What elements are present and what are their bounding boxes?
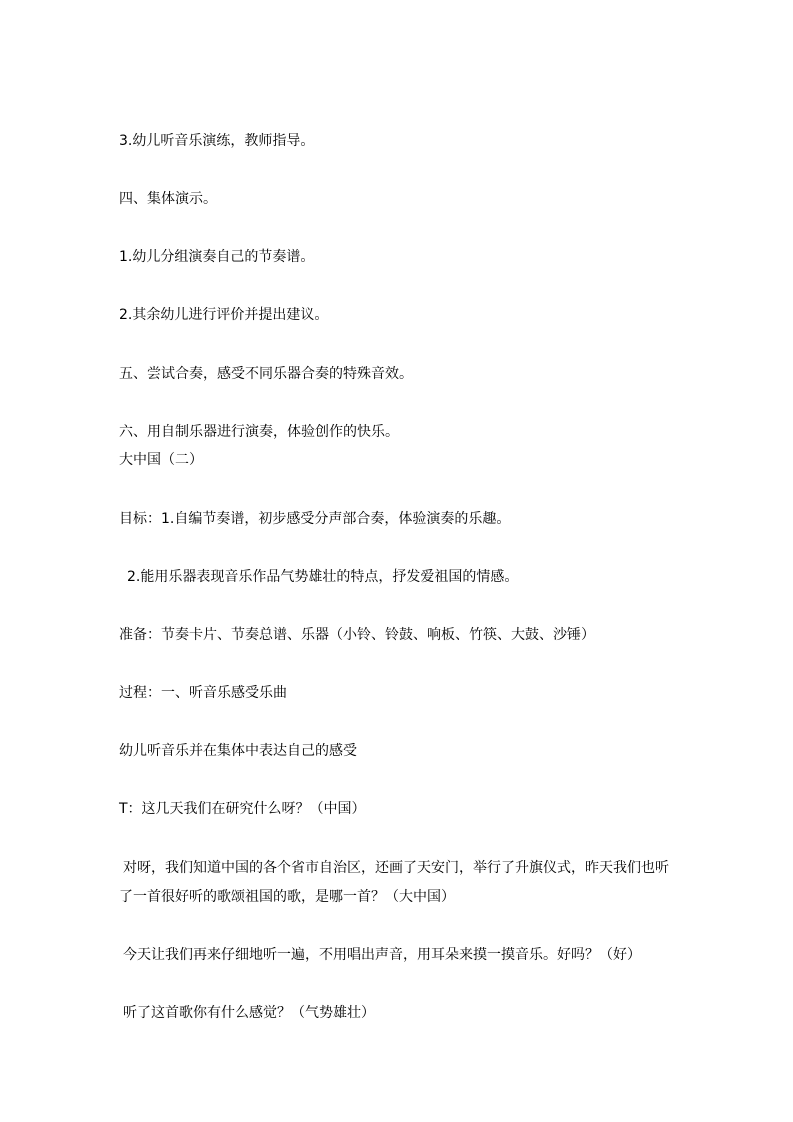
text-line-children-listen: 幼儿听音乐并在集体中表达自己的感受 (119, 743, 357, 759)
text-line-goal-2: 2.能用乐器表现音乐作品气势雄壮的特点，抒发爱祖国的情感。 (127, 569, 519, 585)
text-line-section-5: 五、尝试合奏，感受不同乐器合奏的特殊音效。 (119, 366, 413, 382)
text-line-preparation: 准备：节奏卡片、节奏总谱、乐器（小铃、铃鼓、响板、竹筷、大鼓、沙锤） (119, 627, 595, 643)
text-line-goal-1: 目标：1.自编节奏谱，初步感受分声部合奏，体验演奏的乐趣。 (119, 511, 511, 527)
text-line-title: 大中国（二） (119, 452, 203, 468)
text-line-item-1: 1.幼儿分组演奏自己的节奏谱。 (119, 249, 315, 265)
text-line-dialogue-1b: 了一首很好听的歌颂祖国的歌，是哪一首？（大中国） (119, 889, 455, 905)
text-line-step-3: 3.幼儿听音乐演练，教师指导。 (119, 133, 315, 149)
text-line-process: 过程：一、听音乐感受乐曲 (119, 685, 287, 701)
text-line-section-4: 四、集体演示。 (119, 191, 217, 207)
text-line-teacher-question: T：这几天我们在研究什么呀？（中国） (119, 801, 366, 817)
text-line-item-2: 2.其余幼儿进行评价并提出建议。 (119, 307, 329, 323)
text-line-dialogue-2: 今天让我们再来仔细地听一遍，不用唱出声音，用耳朵来摸一摸音乐。好吗？（好） (123, 947, 641, 963)
text-line-section-6: 六、用自制乐器进行演奏，体验创作的快乐。 (119, 424, 399, 440)
text-line-dialogue-1a: 对呀，我们知道中国的各个省市自治区，还画了天安门，举行了升旗仪式，昨天我们也听 (123, 860, 669, 876)
text-line-dialogue-3: 听了这首歌你有什么感觉？（气势雄壮） (123, 1005, 375, 1021)
